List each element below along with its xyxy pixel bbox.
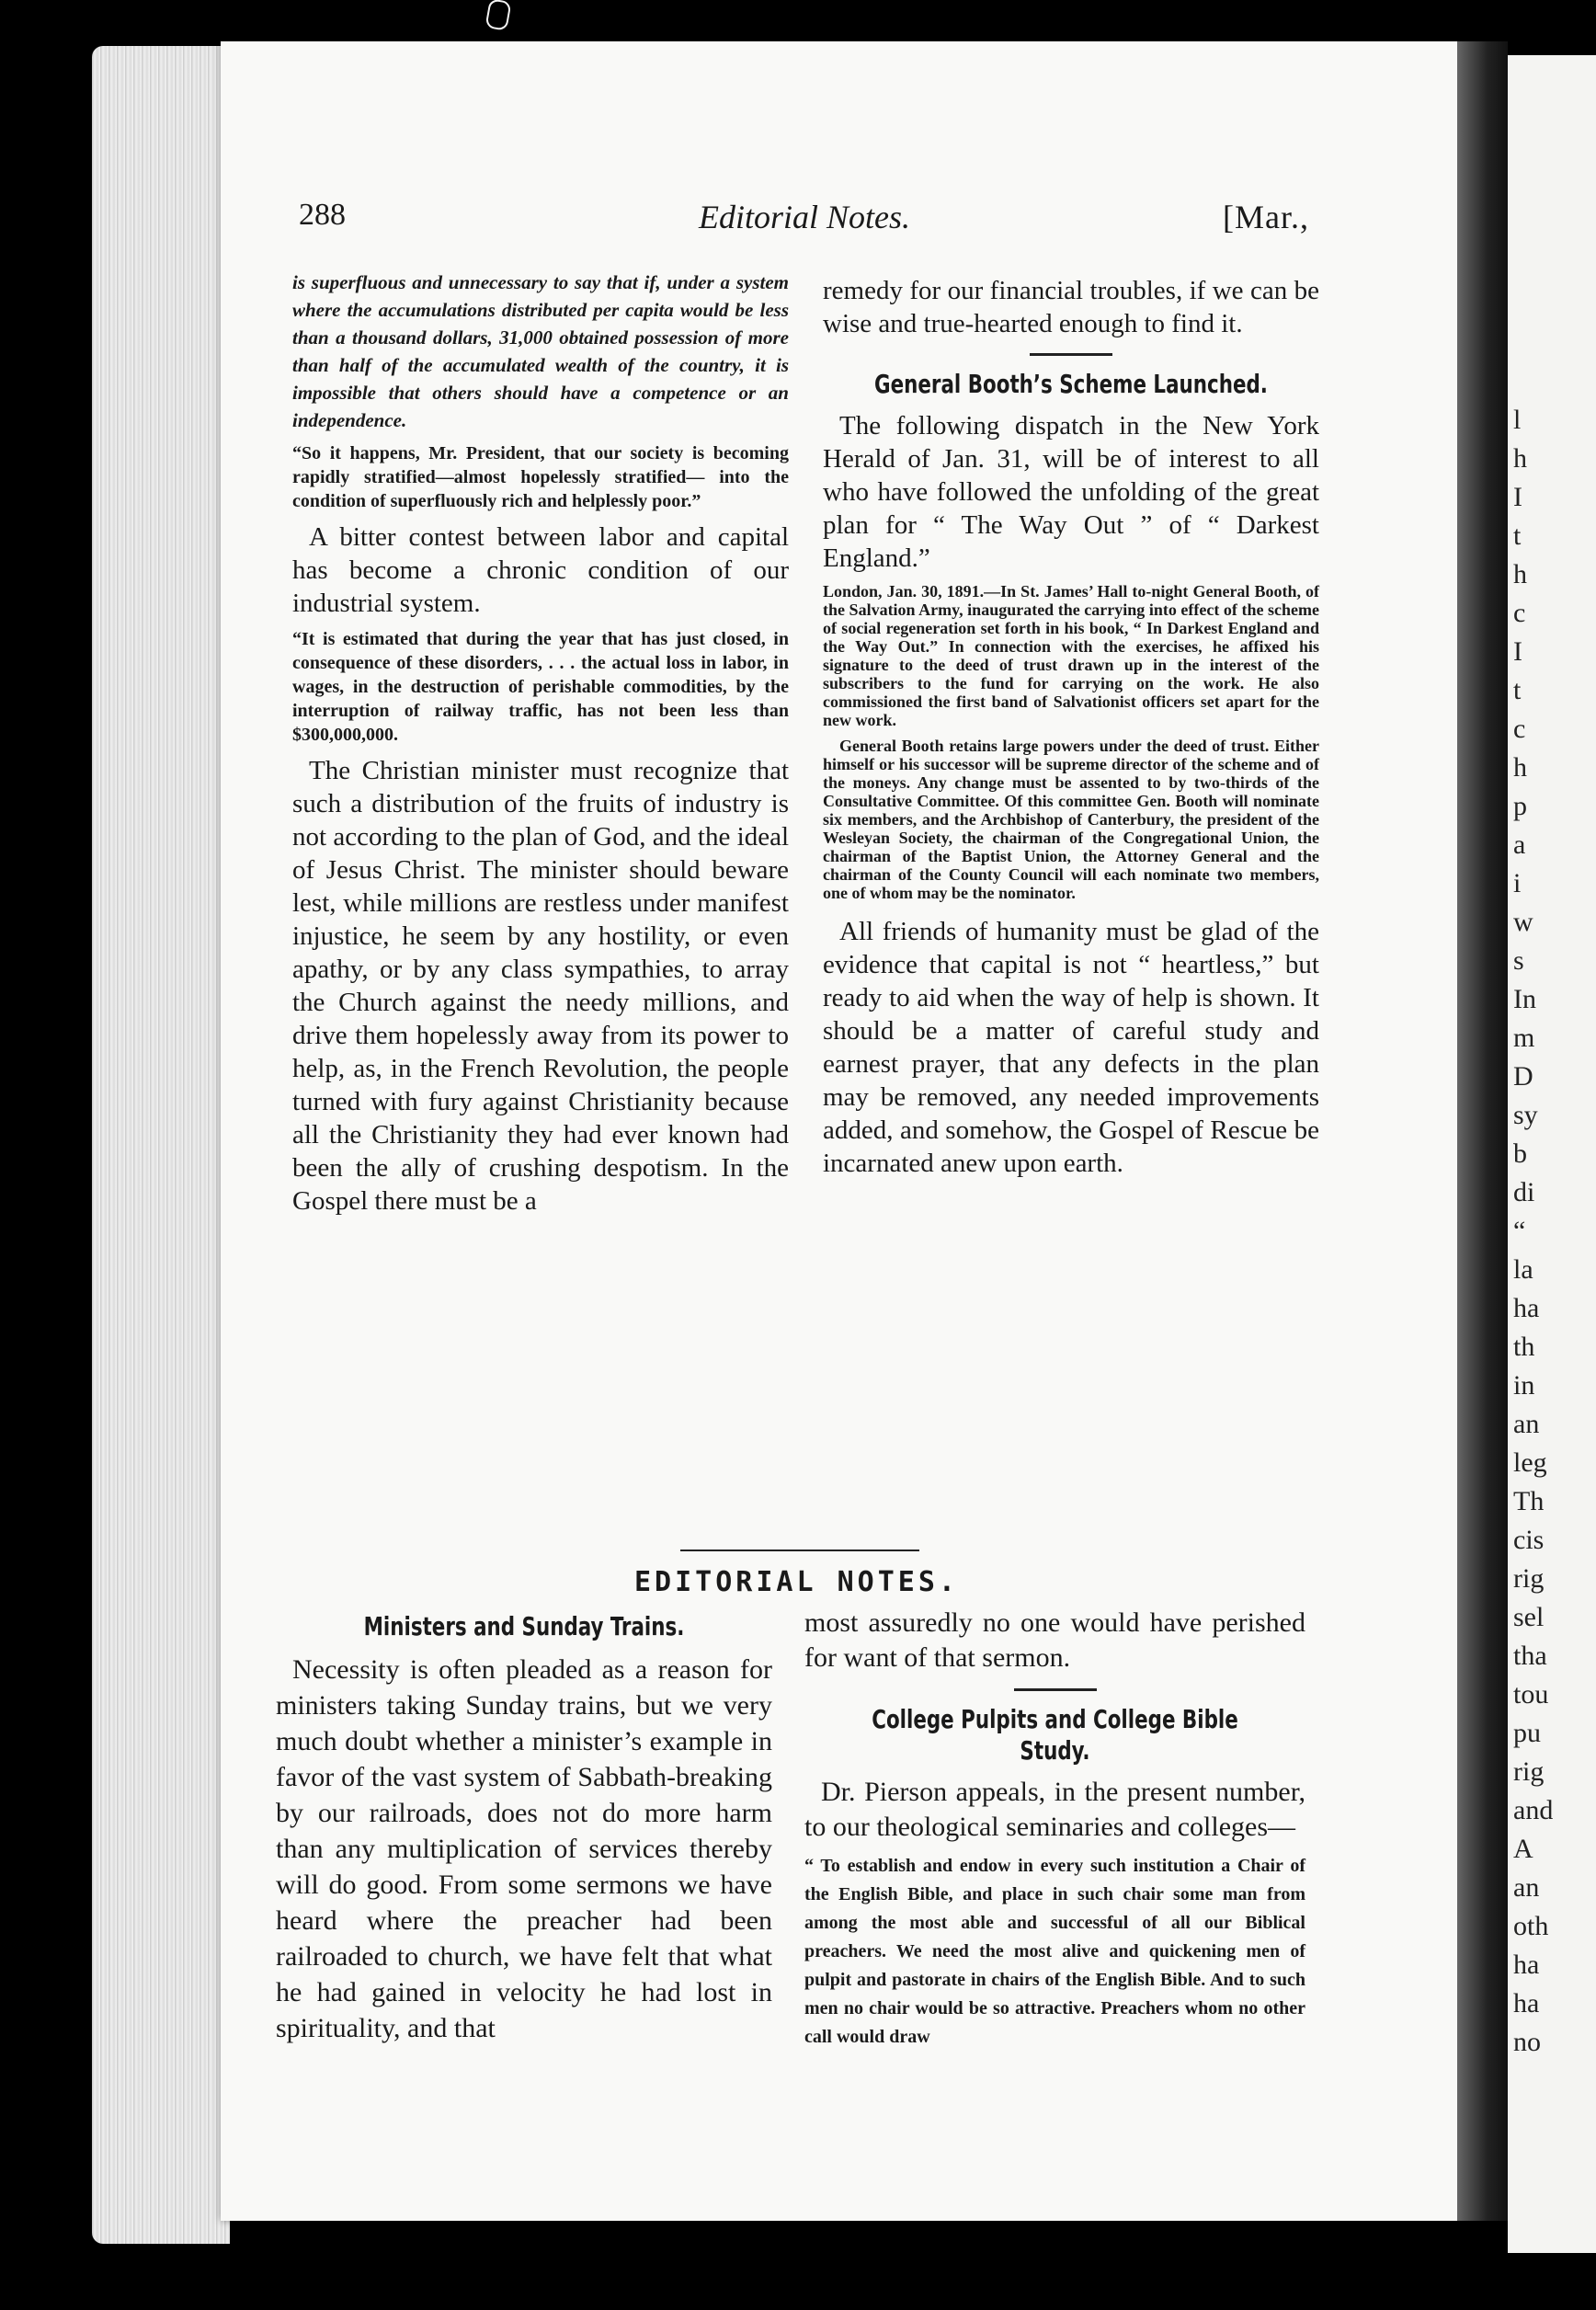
adjacent-page-text: in: [1513, 1370, 1535, 1401]
paragraph: A bitter contest between labor and capital has become a chronic condition of our industrial system.: [292, 522, 789, 618]
page-number: 288: [299, 198, 346, 232]
paragraph: Dr. Pierson appeals, in the present number, to our theological seminaries and colleges—: [804, 1777, 1305, 1843]
article-heading: Ministers and Sunday Trains.: [363, 1611, 685, 1641]
adjacent-page-text: ha: [1513, 1293, 1540, 1323]
adjacent-page-text: p: [1513, 791, 1527, 821]
adjacent-page-text: and: [1513, 1795, 1554, 1825]
column-left-top: [292, 269, 789, 1225]
editorial-column-right: [804, 1606, 1305, 2059]
divider: [1014, 1688, 1097, 1691]
adjacent-page-text: sel: [1513, 1602, 1545, 1632]
running-month: [Mar.,: [1223, 199, 1309, 235]
book-spine: [1457, 41, 1508, 2221]
section-title: EDITORIAL NOTES.: [634, 1566, 959, 1598]
adjacent-page-text: “: [1513, 1216, 1526, 1246]
adjacent-page-text: In: [1513, 984, 1536, 1014]
italic-quote: is superfluous and unnecessary to say that if, under a system where the accumulations distributed per capita would be less than a thousand dollars, 31,000 obtained possession of more than half of the accumulated wealth of the country, it is impossible that others should have a competence or an independence.: [292, 271, 789, 431]
dispatch-text: General Booth retains large powers under the deed of trust. Either himself or his successor will be supreme director of the scheme and of the moneys. Any change must be assented to by two-thirds of the Consultative Committee. Of this committee Gen. Booth will nominate six members, and the Archbishop of Canterbury, the president of the Wesleyan Society, the chairman of the Congregational Union, the chairman of the Baptist Union, the Attorney General and the chairman of the County Council will each nominate two members, one of whom may be the nominator.: [823, 736, 1319, 902]
adjacent-page-text: th: [1513, 1332, 1535, 1362]
adjacent-page-text: Th: [1513, 1486, 1545, 1516]
adjacent-page-text: oth: [1513, 1911, 1549, 1941]
paragraph: The Christian minister must recognize that such a distribution of the fruits of industry is not according to the plan of God, and the ideal of Jesus Christ. The minister should beware lest, while millions are restless under manifest injustice, he seem by any hostility, or even apathy, or by any class sympathies, to array the Church against the needy millions, and drive them hopelessly away from its power to help, as, in the French Revolution, the people turned with fury against Christianity because all the Christianity they had ever known had been the ally of crushing despotism. In the Gospel there must be a: [292, 756, 789, 1216]
adjacent-page-text: rig: [1513, 1756, 1545, 1787]
adjacent-page-text: di: [1513, 1177, 1535, 1207]
adjacent-page-text: an: [1513, 1872, 1540, 1903]
adjacent-page-text: I: [1513, 636, 1522, 667]
adjacent-page-text: ha: [1513, 1950, 1540, 1980]
adjacent-page-text: ha: [1513, 1988, 1540, 2018]
paragraph: All friends of humanity must be glad of the evidence that capital is not “ heartless,” but ready to aid when the way of help is shown. It should be a matter of careful study and earnest prayer, that any defects in the plan may be removed, any needed improvements added, and somehow, the Gospel of Rescue be incarnated anew upon earth.: [823, 916, 1319, 1178]
block-quote: “ To establish and endow in every such institution a Chair of the English Bible, and place in such chair some man from among the most able and successful of all our Biblical preachers. We need the most alive and quickening men of pulpit and pastorate in chairs of the English Bible. And to such men no chair would be so attractive. Preachers whom no other call would draw: [804, 1856, 1305, 2048]
adjacent-page-text: cis: [1513, 1525, 1545, 1555]
article-heading: General Booth’s Scheme Launched.: [874, 369, 1268, 399]
adjacent-page-text: b: [1513, 1138, 1527, 1169]
adjacent-page-text: pu: [1513, 1718, 1541, 1748]
quote-continued: “So it happens, Mr. President, that our society is becoming rapidly stratified—almost hopelessly stratified— into the condition of superfluously rich and helplessly poor.”: [292, 443, 789, 511]
adjacent-page-text: m: [1513, 1023, 1535, 1053]
adjacent-page-text: tha: [1513, 1641, 1547, 1671]
paragraph: remedy for our financial troubles, if we can be wise and true-hearted enough to find it.: [823, 276, 1319, 338]
adjacent-page-text: D: [1513, 1061, 1533, 1092]
paragraph: The following dispatch in the New York Herald of Jan. 31, will be of interest to all who have followed the unfolding of the great plan for “ The Way Out ” of “ Darkest England.”: [823, 410, 1319, 573]
adjacent-page-text: i: [1513, 868, 1522, 898]
adjacent-page-text: a: [1513, 829, 1526, 860]
editorial-column-left: [276, 1611, 772, 2053]
adjacent-page-text: c: [1513, 598, 1526, 628]
article-heading: College Pulpits and College Bible Study.: [872, 1704, 1238, 1766]
adjacent-page-text: I: [1513, 482, 1522, 512]
adjacent-page-text: tou: [1513, 1679, 1549, 1710]
adjacent-page-text: s: [1513, 945, 1524, 976]
dispatch-text: London, Jan. 30, 1891.—In St. James’ Hall to-night General Booth, of the Salvation Army, inaugurated the carrying into effect of the scheme of social regeneration set forth in his book, “ In Darkest England and the Way Out.” In connection with the exercises, he affixed his signature to the deed of trust drawn up in the interest of the subscribers to the fund for carrying on the work. He also commissioned the first band of Salvationist officers set apart for the new work.: [823, 581, 1319, 729]
adjacent-page-text: no: [1513, 2027, 1541, 2057]
adjacent-page-text: A: [1513, 1834, 1533, 1864]
adjacent-page-fragment: [1508, 55, 1596, 2253]
adjacent-page-text: t: [1513, 520, 1522, 551]
adjacent-page-text: leg: [1513, 1447, 1547, 1478]
adjacent-page-text: c: [1513, 714, 1526, 744]
adjacent-page-text: l: [1513, 405, 1522, 435]
adjacent-page-text: sy: [1513, 1100, 1538, 1130]
adjacent-page-text: an: [1513, 1409, 1540, 1439]
column-right-top: [823, 274, 1319, 1187]
block-quote: “It is estimated that during the year that has just closed, in consequence of these disorders, . . . the actual loss in labor, in wages, in the destruction of perishable commodities, by the interruption of railway traffic, has not been less than $300,000,000.: [292, 629, 789, 745]
adjacent-page-text: la: [1513, 1254, 1533, 1285]
book-page-edges: [92, 46, 230, 2244]
scan-artifact-icon: [484, 0, 511, 31]
adjacent-page-text: t: [1513, 675, 1522, 705]
paragraph: most assuredly no one would have perished for want of that sermon.: [804, 1607, 1305, 1673]
adjacent-page-text: w: [1513, 907, 1533, 937]
adjacent-page-text: h: [1513, 559, 1527, 589]
section-divider: [680, 1550, 919, 1551]
adjacent-page-text: rig: [1513, 1563, 1545, 1594]
running-title: Editorial Notes.: [699, 199, 911, 235]
divider: [1030, 353, 1112, 356]
paragraph: Necessity is often pleaded as a reason for ministers taking Sunday trains, but we very much doubt whether a minister’s example in favor of the vast system of Sabbath-breaking by our railroads, does not do more harm than any multiplication of services thereby will do good. From some sermons we have heard where the preacher had been railroaded to church, we have felt that what he had gained in velocity he had lost in spirituality, and that: [276, 1653, 772, 2043]
adjacent-page-text: h: [1513, 752, 1527, 783]
adjacent-page-text: h: [1513, 443, 1527, 474]
